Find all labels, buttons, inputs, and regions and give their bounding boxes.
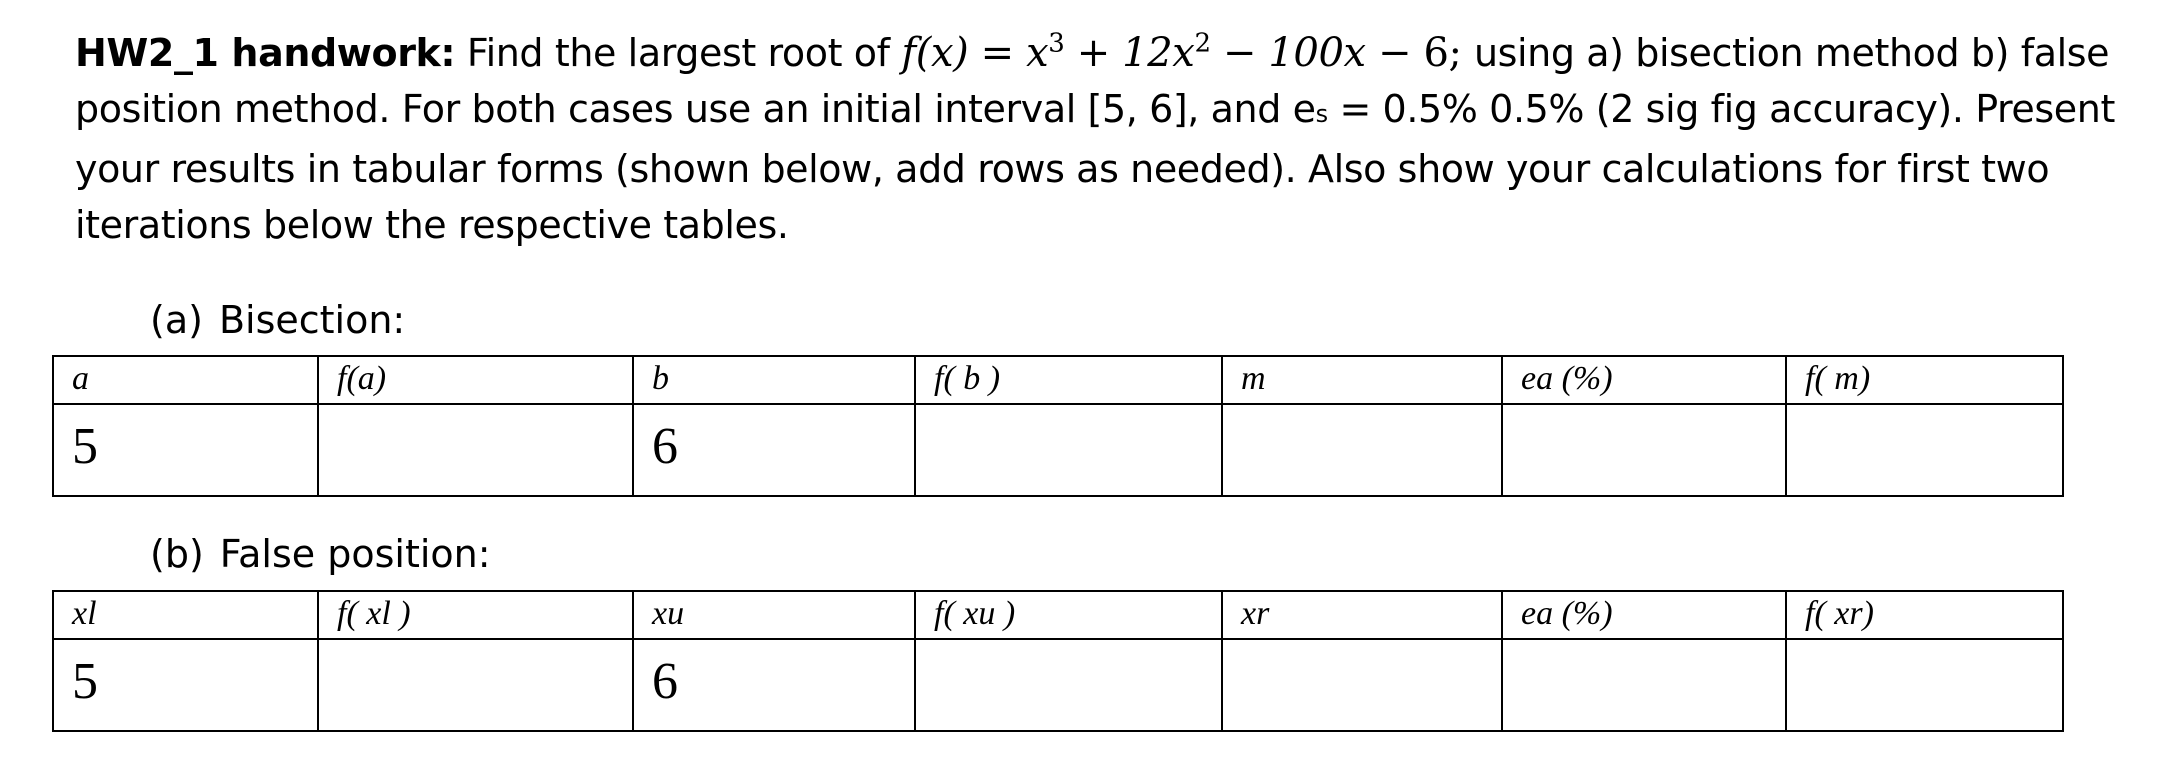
cell-ea[interactable] (1502, 639, 1786, 731)
header-fb: f( b ) (915, 356, 1222, 404)
false-position-header-row (53, 591, 2063, 639)
cell-xu[interactable]: 6 (633, 639, 915, 731)
header-fxl: f( xl ) (318, 591, 633, 639)
false-position-marker: (b) (150, 532, 204, 576)
problem-methods-text: using a) bisection method b) false position method. For both cases use an initial interval [5, 6], and (75, 31, 2110, 131)
problem-instructions: = 0.5% 0.5% (2 sig fig accuracy). Present your results in tabular forms (shown below, add rows as needed). Also show your calculations for first two iterations below the respective tables. (75, 86, 2115, 247)
header-fm: f( m) (1786, 356, 2063, 404)
table-row (53, 404, 2063, 496)
cell-fb[interactable] (915, 404, 1222, 496)
false-position-heading (150, 532, 491, 576)
header-fa: f(a) (318, 356, 633, 404)
operator-minus-1: − (1222, 30, 1257, 76)
cell-fa[interactable] (318, 404, 633, 496)
header-ea: ea (%) (1502, 356, 1786, 404)
false-position-table (52, 590, 2064, 732)
cell-xr[interactable] (1222, 639, 1502, 731)
false-position-title: False position: (219, 532, 491, 576)
table-row (53, 639, 2063, 731)
es-symbol: e (1292, 86, 1316, 131)
cell-a[interactable]: 5 (53, 404, 318, 496)
function-equation: $f(x) = x^3 + 12x^2 - 100x - 6$; (901, 28, 1462, 76)
assignment-label: HW2_1 handwork: (75, 31, 456, 75)
bisection-table (52, 355, 2064, 497)
cell-m[interactable] (1222, 404, 1502, 496)
header-xu: xu (633, 591, 915, 639)
header-a: a (53, 356, 318, 404)
function-lhs: f(x) (901, 30, 969, 76)
cell-b[interactable]: 6 (633, 404, 915, 496)
header-xr: xr (1222, 591, 1502, 639)
problem-statement (75, 26, 2155, 253)
problem-intro: Find the largest root of (466, 31, 890, 75)
bisection-header-row (53, 356, 2063, 404)
header-fxr: f( xr) (1786, 591, 2063, 639)
cell-fxr[interactable] (1786, 639, 2063, 731)
bisection-marker: (a) (150, 298, 203, 342)
es-subscript: s (1315, 99, 1328, 128)
term-100x: 100x (1268, 30, 1366, 76)
term-constant: 6; (1423, 30, 1462, 76)
stopping-criterion (1293, 87, 1328, 131)
header-fxu: f( xu ) (915, 591, 1222, 639)
header-ea: ea (%) (1502, 591, 1786, 639)
term-x3-exponent: 3 (1048, 28, 1065, 59)
operator-plus: + (1076, 30, 1110, 76)
header-b: b (633, 356, 915, 404)
bisection-heading (150, 298, 405, 342)
header-xl: xl (53, 591, 318, 639)
cell-fxu[interactable] (915, 639, 1222, 731)
bisection-title: Bisection: (218, 298, 406, 342)
term-12x2-exponent: 2 (1194, 28, 1211, 59)
cell-fm[interactable] (1786, 404, 2063, 496)
cell-fxl[interactable] (318, 639, 633, 731)
term-12x2: 12x (1122, 30, 1195, 76)
term-x3: x (1026, 30, 1049, 76)
cell-xl[interactable]: 5 (53, 639, 318, 731)
cell-ea[interactable] (1502, 404, 1786, 496)
header-m: m (1222, 356, 1502, 404)
operator-minus-2: − (1378, 30, 1412, 76)
